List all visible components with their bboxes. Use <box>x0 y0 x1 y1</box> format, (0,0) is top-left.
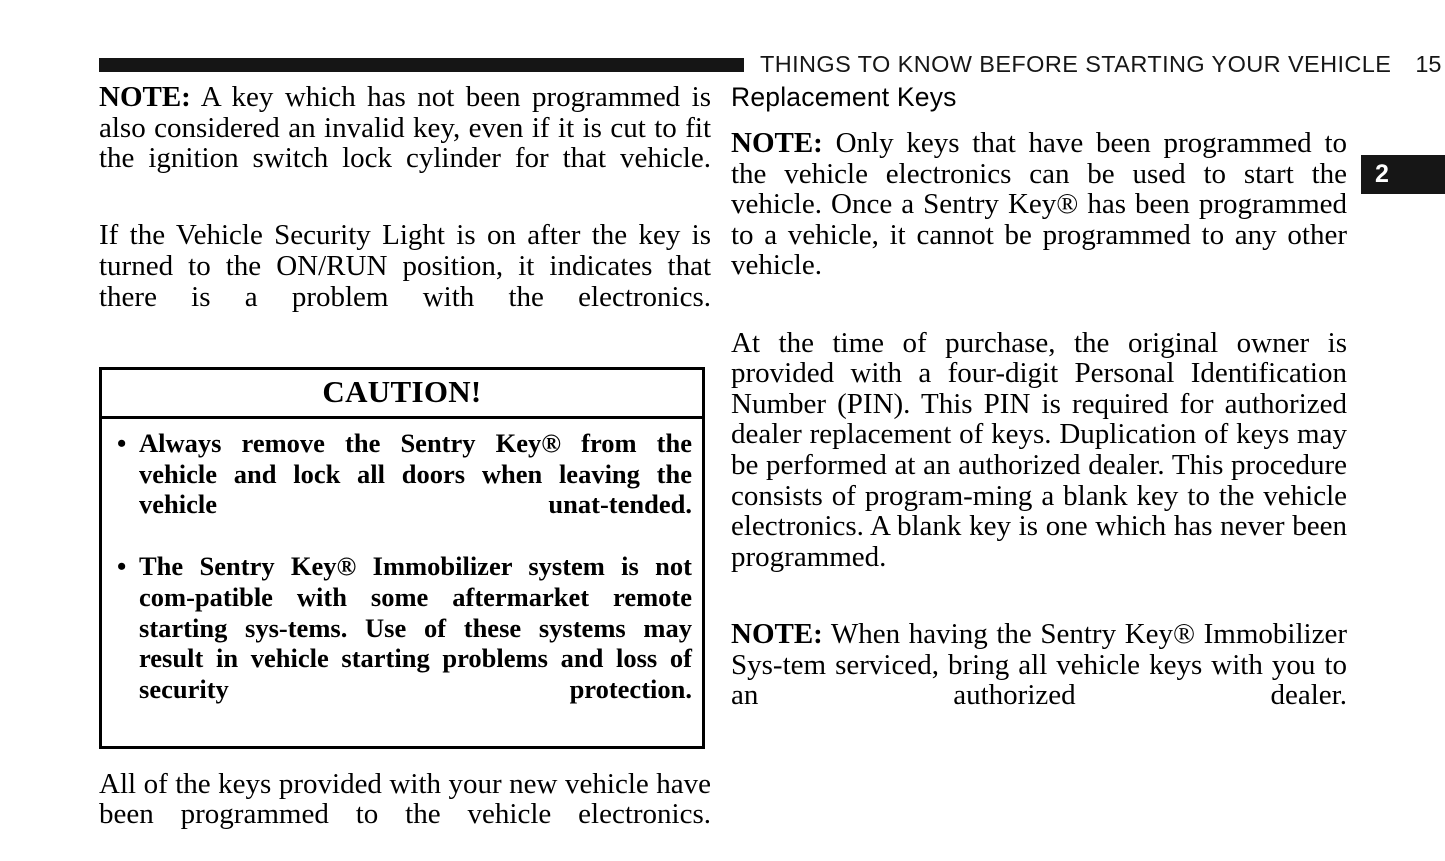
left-column <box>99 82 711 861</box>
right-column <box>731 82 1347 741</box>
chapter-tab <box>1361 155 1445 194</box>
header-rule <box>99 58 744 72</box>
right-paragraph-pin: At the time of purchase, the original owner is provided with a four-digit Personal Identification Number (PIN). This PIN is required for authorized dealer replacement of keys. Duplication of keys may be performed at an authorized dealer. This procedure consists of program-ming a blank key to the vehicle electronics. A blank key is one which has never been programmed. <box>731 326 1347 573</box>
caution-body <box>102 419 702 746</box>
caution-title: CAUTION! <box>102 370 702 419</box>
left-note-paragraph <box>99 82 711 204</box>
caution-box <box>99 367 705 749</box>
caution-item-text: Always remove the Sentry Key® from the vehicle and lock all doors when leaving the vehicle unat-tended. <box>139 427 692 520</box>
note-label: NOTE: <box>731 617 823 650</box>
bullet-icon: • <box>117 427 127 458</box>
page-number: 15 <box>1415 51 1442 78</box>
list-item <box>112 551 692 736</box>
right-note-paragraph-1 <box>731 128 1347 312</box>
left-paragraph-all-keys: All of the keys provided with your new vehicle have been programmed to the vehicle electronics. <box>99 767 711 831</box>
chapter-tab-number: 2 <box>1375 160 1389 188</box>
list-item <box>112 428 692 551</box>
bullet-icon: • <box>117 550 127 581</box>
right-note-text-1: Only keys that have been programmed to the vehicle electronics can be used to start the vehicle. Once a Sentry Key® has been programmed to a vehicle, it cannot be programmed to any other vehicle. <box>731 127 1347 282</box>
section-heading-replacement-keys: Replacement Keys <box>731 82 957 112</box>
page-header-title: THINGS TO KNOW BEFORE STARTING YOUR VEHICLE <box>760 51 1392 78</box>
note-label: NOTE: <box>99 81 191 113</box>
note-label: NOTE: <box>731 127 823 159</box>
right-note-paragraph-2 <box>731 619 1347 741</box>
caution-list <box>112 428 692 736</box>
left-paragraph-security-light: If the Vehicle Security Light is on after the key is turned to the ON/RUN position, it indicates that there is a problem with the electronics. <box>99 219 711 313</box>
right-note-text-2: When having the Sentry Key® Immobilizer Sys-tem serviced, bring all vehicle keys with you to an authorized dealer. <box>731 617 1347 712</box>
left-note-text: A key which has not been programmed is also considered an invalid key, even if it is cut to fit the ignition switch lock cylinder for that vehicle. <box>99 81 711 175</box>
page-header <box>99 48 1442 82</box>
caution-item-text: The Sentry Key® Immobilizer system is not com-patible with some aftermarket remote starting sys-tems. Use of these systems may result in vehicle starting problems and loss of security protection. <box>139 550 692 705</box>
